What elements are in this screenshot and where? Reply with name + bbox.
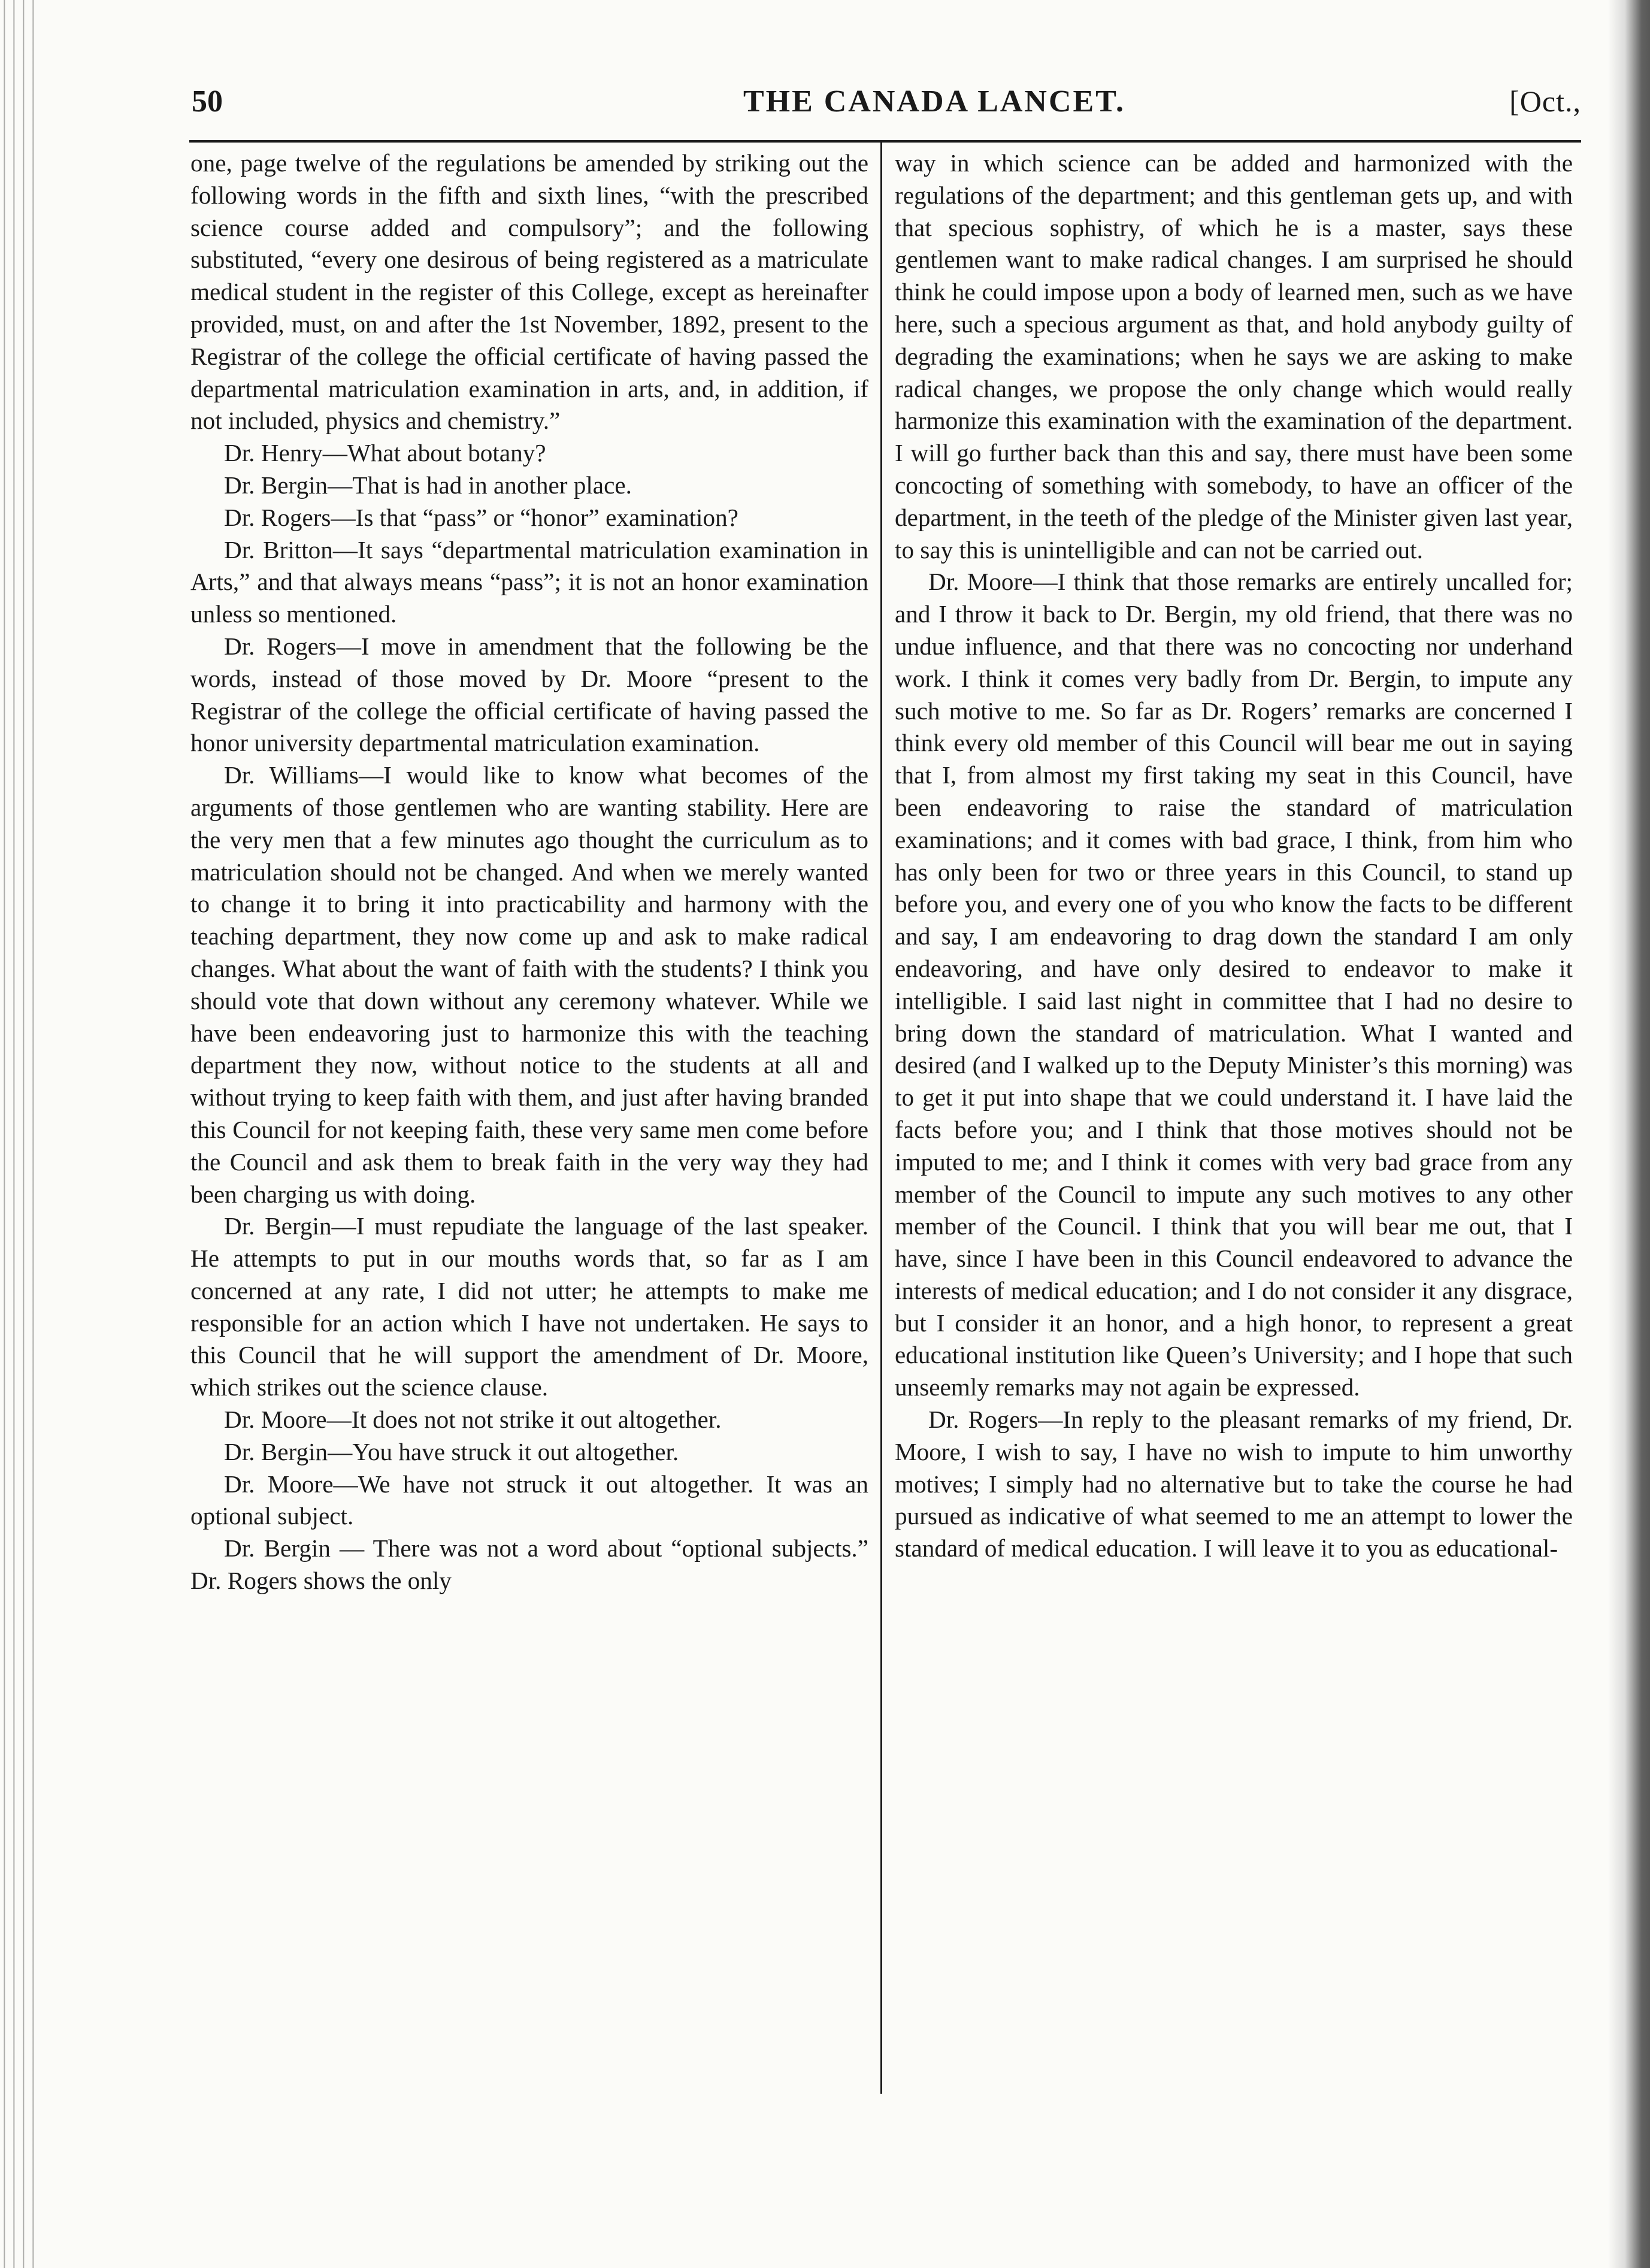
paragraph: Dr. Rogers—Is that “pass” or “honor” examination? xyxy=(224,503,738,531)
paragraph: Dr. Bergin — There was not a word about “optional subjects.” Dr. Rogers shows the only xyxy=(190,1534,868,1595)
issue-month: [Oct., xyxy=(1509,84,1581,118)
header-rule xyxy=(189,140,1581,143)
right-column xyxy=(895,147,1573,1565)
paragraph: Dr. Moore—I think that those remarks are entirely uncalled for; and I throw it back to Dr. Bergin, my old friend, that there was no undue influence, and that there was no concocting nor underhand work. I think it comes very badly from Dr. Bergin, to impute any such motive to me. So far as Dr. Rogers’ remarks are concerned I think every old member of this Council will bear me out in saying that I, from almost my first taking my seat in this Council, have been endeavoring to raise the standard of matriculation examinations; and it comes with bad grace, I think, from him who has only been for two or three years in this Council, to stand up before you, and every one of you who know the facts to be different and say, I am endeavoring to drag down the standard I am only endeavoring, and have only desired to endeavor to make it intelligible. I said last night in committee that I had no desire to bring down the standard of matriculation. What I wanted and desired (and I walked up to the Deputy Minister’s this morning) was to get it put into shape that we could understand it. I have laid the facts before you; and I think that those motives should not be imputed to me; and I think it comes with very bad grace from any member of the Council to impute any such motives to any other member of the Council. I think that you will bear me out, that I have, since I have been in this Council endeavored to advance the interests of medical education; and I do not consider it any disgrace, but I consider it an honor, and a high honor, to represent a great educational institution like Queen’s University; and I hope that such unseemly remarks may not again be expressed. xyxy=(895,568,1573,1401)
paragraph: one, page twelve of the regulations be amended by striking out the following words in the fifth and sixth lines, “with the prescribed science course added and compulsory”; and the following substituted, “every one desirous of being registered as a matriculate medical student in the register of this College, except as hereinafter provided, must, on and after the 1st November, 1892, present to the Registrar of the college the official certificate of having passed the departmental matriculation examination in arts, and, in addition, if not included, physics and chemistry.” xyxy=(190,149,868,435)
left-column xyxy=(190,147,868,1597)
paragraph: Dr. Moore—It does not not strike it out altogether. xyxy=(224,1406,722,1434)
paragraph: Dr. Britton—It says “departmental matriculation examination in Arts,” and that always means “pass”; it is not an honor examination unless so mentioned. xyxy=(190,535,868,628)
paragraph: Dr. Rogers—In reply to the pleasant remarks of my friend, Dr. Moore, I wish to say, I have no wish to impute to him unworthy motives; I simply had no alternative but to take the course he had pursued as indicative of what seemed to me an attempt to lower the standard of medical education. I will leave it to you as educational- xyxy=(895,1406,1573,1563)
paragraph: Dr. Williams—I would like to know what becomes of the arguments of those gentlemen who are wanting stability. Here are the very men that a few minutes ago thought the curriculum as to matriculation should not be changed. And when we merely wanted to change it to bring it into practicability and harmony with the teaching department, they now come up and ask to make radical changes. What about the want of faith with the students? I think you should vote that down without any ceremony whatever. While we have been endeavoring just to harmonize this with the teaching department they now, without notice to the students at all and without trying to keep faith with them, and just after having branded this Council for not keeping faith, these very same men come before the Council and ask them to break faith in the very way they had been charging us with doing. xyxy=(190,761,868,1208)
paragraph: Dr. Moore—We have not struck it out altogether. It was an optional subject. xyxy=(190,1470,868,1530)
paragraph: Dr. Bergin—That is had in another place. xyxy=(224,471,632,499)
journal-title: THE CANADA LANCET. xyxy=(743,84,1126,119)
paragraph: Dr. Bergin—You have struck it out altogether. xyxy=(224,1437,679,1465)
page-edge-shadow xyxy=(1608,0,1650,2268)
paragraph: way in which science can be added and harmonized with the regulations of the department; and this gentleman gets up, and with that specious sophistry, of which he is a master, says these gentlemen want to make radical changes. I am surprised he should think he could impose upon a body of learned men, such as we have here, such a specious argument as that, and hold anybody guilty of degrading the examinations; when he says we are asking to make radical changes, we propose the only change which would really harmonize this examination with the examination of the department. I will go further back than this and say, there must have been some concocting of something with somebody, to have an officer of the department, in the teeth of the pledge of the Minister given last year, to say this is unintelligible and can not be carried out. xyxy=(895,149,1573,564)
binding-edge xyxy=(0,0,36,2268)
paragraph: Dr. Bergin—I must repudiate the language of the last speaker. He attempts to put in our mouths words that, so far as I am concerned at any rate, I did not utter; he attempts to make me responsible for an action which I have not undertaken. He says to this Council that he will support the amendment of Dr. Moore, which strikes out the science clause. xyxy=(190,1212,868,1401)
column-divider xyxy=(880,141,882,2094)
paragraph: Dr. Henry—What about botany? xyxy=(224,439,546,467)
paragraph: Dr. Rogers—I move in amendment that the following be the words, instead of those moved by Dr. Moore “present to the Registrar of the college the official certificate of having passed the honor university departmental matriculation examination. xyxy=(190,632,868,757)
page-number: 50 xyxy=(192,84,223,119)
running-header xyxy=(192,84,1581,132)
